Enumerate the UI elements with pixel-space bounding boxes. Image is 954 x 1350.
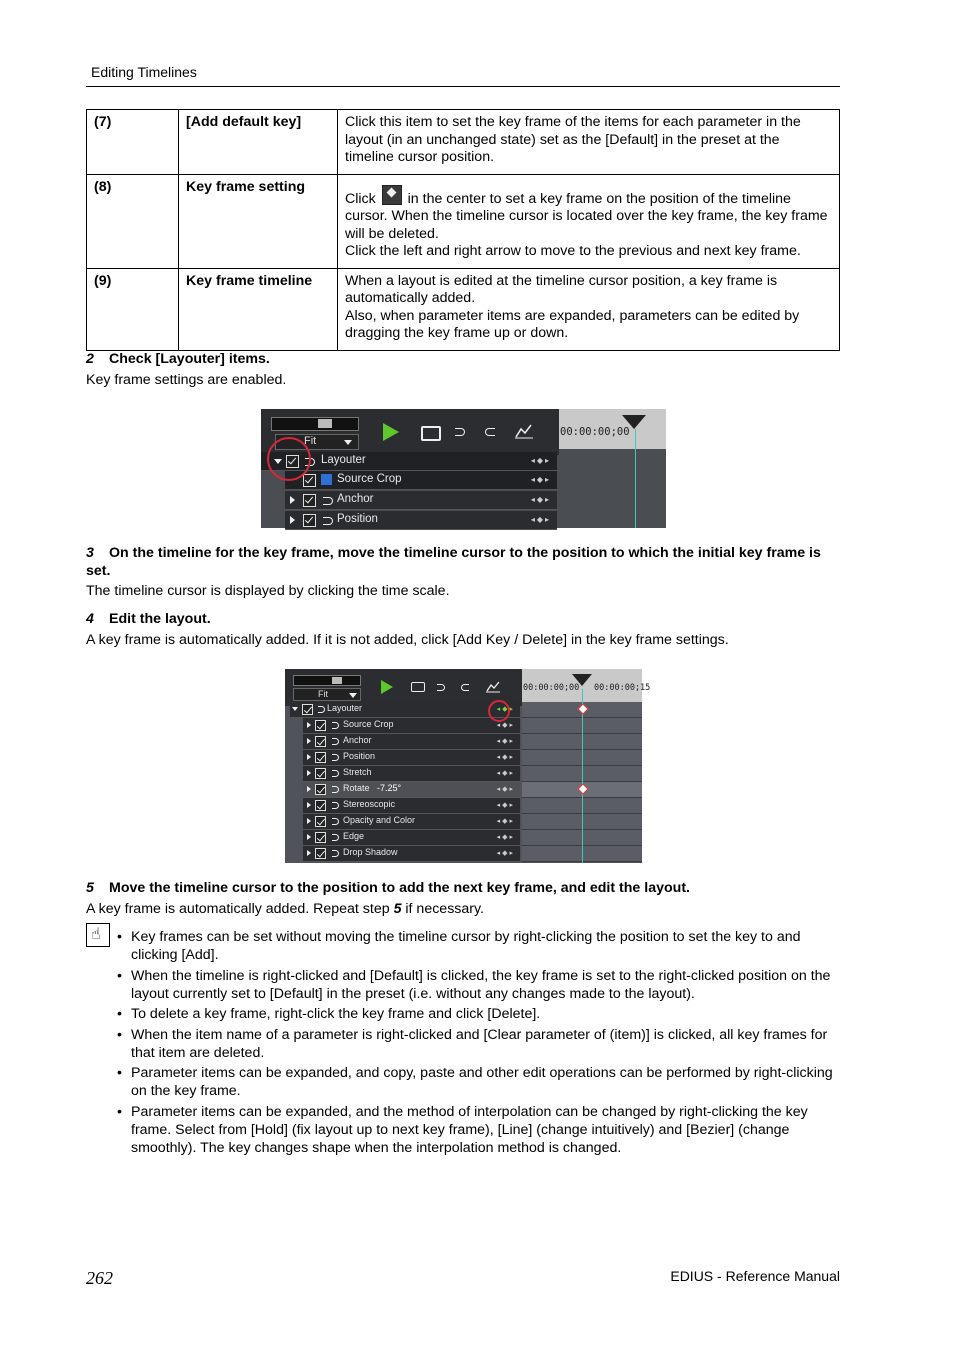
zoom-slider[interactable] [293, 675, 361, 686]
timeline-cursor-head[interactable] [622, 415, 646, 429]
param-label: Edge [343, 831, 365, 841]
keyframe-panel-screenshot [261, 409, 666, 528]
graph-icon[interactable] [515, 423, 533, 439]
step-text-part: if necessary. [401, 901, 484, 917]
desc-text: Also, when parameter items are expanded, parameters can be edited by dragging the key frame up or down. [345, 307, 800, 341]
row-description [338, 174, 840, 268]
zoom-value: Fit [318, 689, 328, 699]
param-label: Source Crop [337, 473, 402, 485]
param-row-drop-shadow[interactable] [303, 846, 520, 862]
desc-text: When a layout is edited at the timeline cursor position, a key frame is automatically added. [345, 272, 778, 306]
step-text: A key frame is automatically added. If it is not added, click [Add Key / Delete] in the key frame settings. [86, 632, 729, 648]
expand-icon[interactable] [307, 834, 311, 840]
timecode-label: 00:00:00;15 [594, 683, 651, 693]
row-number: (8) [87, 174, 179, 268]
param-row-source-crop[interactable] [303, 718, 520, 734]
keyframe-panel-screenshot-expanded [285, 669, 651, 863]
checkbox-icon[interactable] [315, 848, 326, 859]
keyframe-nav[interactable]: ◂◆▸ [496, 754, 515, 761]
zoom-value: Fit [304, 435, 317, 447]
step-heading [86, 351, 270, 367]
note-item: • When the item name of a parameter is right-clicked and [Clear parameter of (item)] is clicked, all key frames for that item are deleted. [110, 1026, 840, 1062]
reset-icon[interactable] [318, 706, 325, 713]
checkbox-icon[interactable] [315, 832, 326, 843]
page-number: 262 [86, 1268, 113, 1288]
keyframe-toolbar [285, 669, 522, 706]
note-item: • Parameter items can be expanded, and the method of interpolation can be changed by right-clicking the key frame. Select from [Hold] (fix layout up to next key frame), [Line] (change intuitively) and [Bezier] (change smoothly). The key changes shape when the interpolation method is changed. [110, 1103, 840, 1157]
expand-icon[interactable] [307, 770, 311, 776]
param-label: Layouter [321, 454, 366, 466]
expand-icon[interactable] [307, 738, 311, 744]
keyframe-nav[interactable]: ◂◆▸ [530, 495, 551, 504]
timecode-label: 00:00:00;00 [560, 426, 630, 438]
table-row [87, 174, 840, 268]
keyframe-nav[interactable]: ◂◆▸ [496, 722, 515, 729]
param-label: Stretch [343, 767, 372, 777]
reset-icon[interactable] [321, 474, 332, 485]
reset-icon[interactable] [332, 738, 339, 745]
param-label: Opacity and Color [343, 815, 416, 825]
keyframe-nav[interactable]: ◂◆▸ [496, 802, 515, 809]
param-row-stretch[interactable] [303, 766, 520, 782]
step-number: 4 [86, 611, 94, 627]
expand-icon[interactable] [290, 496, 295, 504]
step-heading [86, 880, 690, 896]
graph-icon[interactable] [486, 680, 500, 693]
note-item: • To delete a key frame, right-click the key frame and click [Delete]. [110, 1005, 840, 1023]
header-rule [86, 86, 840, 87]
checkbox-icon[interactable] [303, 514, 316, 527]
checkbox-icon[interactable] [315, 752, 326, 763]
param-label: Source Crop [343, 719, 394, 729]
reset-icon[interactable] [332, 722, 339, 729]
step-text: Key frame settings are enabled. [86, 372, 287, 388]
keyframe-nav[interactable]: ◂◆▸ [530, 475, 551, 484]
reset-icon[interactable] [332, 834, 339, 841]
param-row-rotate[interactable] [303, 782, 520, 798]
keyframe-nav[interactable]: ◂◆▸ [496, 834, 515, 841]
checkbox-icon[interactable] [315, 816, 326, 827]
step-heading [86, 544, 840, 580]
preview-icon[interactable] [421, 426, 441, 441]
zoom-dropdown[interactable] [293, 688, 361, 701]
param-label: Position [337, 513, 378, 525]
zoom-slider-handle[interactable] [332, 677, 342, 684]
row-item-name: [Add default key] [179, 110, 338, 175]
zoom-slider[interactable] [271, 417, 359, 431]
chevron-down-icon [349, 693, 357, 698]
notes-list [110, 928, 840, 1159]
preview-icon[interactable] [411, 682, 425, 692]
param-label: Anchor [343, 735, 372, 745]
param-row-layouter[interactable] [290, 702, 520, 718]
manual-title: EDIUS - Reference Manual [670, 1268, 840, 1284]
param-label: Stereoscopic [343, 799, 396, 809]
param-row-edge[interactable] [303, 830, 520, 846]
desc-click-text: Click [345, 190, 376, 207]
expand-icon[interactable] [307, 802, 311, 808]
row-number: (9) [87, 268, 179, 350]
step-number: 3 [86, 545, 94, 561]
collapse-icon[interactable] [292, 707, 298, 711]
play-icon[interactable] [381, 680, 393, 694]
step-title: On the timeline for the key frame, move the timeline cursor to the position to which the initial key frame is set. [86, 545, 821, 579]
table-row [87, 110, 840, 175]
parameter-table [86, 109, 840, 351]
step-title: Edit the layout. [109, 611, 211, 627]
param-row-opacity-and-color[interactable] [303, 814, 520, 830]
expand-icon[interactable] [307, 786, 311, 792]
param-row-position[interactable] [285, 511, 557, 530]
time-scale[interactable] [559, 409, 666, 449]
reset-icon[interactable] [332, 802, 339, 809]
row-item-name: Key frame timeline [179, 268, 338, 350]
note-item: • Key frames can be set without moving the timeline cursor by right-clicking the position to set the key to and clicking [Add]. [110, 928, 840, 964]
keyframe-nav[interactable]: ◂◆▸ [496, 738, 515, 745]
reset-icon[interactable] [332, 770, 339, 777]
param-row-anchor[interactable] [285, 491, 557, 510]
param-label: Layouter [327, 703, 363, 713]
timeline-cursor-line [635, 429, 636, 528]
redo-icon[interactable] [461, 684, 469, 691]
reset-icon[interactable] [332, 786, 339, 793]
param-row-stereoscopic[interactable] [303, 798, 520, 814]
param-row-anchor[interactable] [303, 734, 520, 750]
expand-icon[interactable] [290, 516, 295, 524]
note-item: • Parameter items can be expanded, and copy, paste and other edit operations can be performed by right-clicking on the key frame. [110, 1064, 840, 1100]
keyframe-nav[interactable]: ◂◆▸ [496, 770, 515, 777]
highlight-circle [267, 437, 311, 481]
row-number: (7) [87, 110, 179, 175]
step-text-part: A key frame is automatically added. Repeat step [86, 901, 394, 917]
step-text [86, 901, 484, 917]
checkbox-icon[interactable] [315, 784, 326, 795]
keyframe-nav[interactable]: ◂◆▸ [530, 515, 551, 524]
note-item: • When the timeline is right-clicked and [Default] is clicked, the key frame is set to the right-clicked position on the layout currently set to [Default] in the preset (i.e. without any changes made to the layout). [110, 967, 840, 1003]
zoom-slider-handle[interactable] [318, 419, 332, 428]
desc-text: in the center to set a key frame on the position of the timeline cursor. When the timeline cursor is located over the key frame, the key frame will be deleted. [345, 190, 828, 242]
row-item-name: Key frame setting [179, 174, 338, 268]
param-label: Anchor [337, 493, 374, 505]
param-row-source-crop[interactable] [285, 471, 557, 490]
param-label: Drop Shadow [343, 847, 398, 857]
keyframe-diamond-icon [382, 185, 402, 205]
param-label: Rotate [343, 783, 370, 793]
play-icon[interactable] [383, 423, 399, 441]
desc-text: Click the left and right arrow to move to the previous and next key frame. [345, 243, 801, 259]
keyframe-nav[interactable]: ◂◆▸ [496, 706, 515, 713]
reset-icon[interactable] [323, 517, 333, 525]
checkbox-icon[interactable] [315, 736, 326, 747]
checkbox-icon[interactable] [303, 494, 316, 507]
add-default-key-icon[interactable] [455, 428, 465, 436]
table-row [87, 268, 840, 350]
checkbox-icon[interactable] [315, 800, 326, 811]
step-text: The timeline cursor is displayed by clicking the time scale. [86, 583, 450, 599]
keyframe-nav[interactable]: ◂◆▸ [496, 786, 515, 793]
note-hand-icon [86, 923, 110, 947]
reset-icon[interactable] [332, 754, 339, 761]
reset-icon[interactable] [332, 850, 339, 857]
step-heading [86, 611, 211, 627]
step-number: 5 [86, 880, 94, 896]
running-header: Editing Timelines [91, 64, 197, 80]
expand-icon[interactable] [307, 722, 311, 728]
keyframe-nav[interactable]: ◂◆▸ [496, 818, 515, 825]
step-title: Move the timeline cursor to the position to add the next key frame, and edit the layout. [109, 880, 690, 896]
checkbox-icon[interactable] [315, 768, 326, 779]
keyframe-nav[interactable]: ◂◆▸ [530, 456, 551, 465]
param-row-position[interactable] [303, 750, 520, 766]
highlight-circle [488, 700, 510, 722]
timeline-cursor-head[interactable] [572, 674, 592, 686]
rotate-value[interactable]: -7.25° [377, 783, 402, 793]
step-number: 2 [86, 351, 94, 367]
redo-icon[interactable] [485, 428, 495, 436]
expand-icon[interactable] [307, 850, 311, 856]
expand-icon[interactable] [307, 754, 311, 760]
add-default-key-icon[interactable] [437, 684, 445, 691]
timecode-label: 00:00:00;00 [523, 683, 580, 693]
step-ref: 5 [393, 901, 402, 917]
keyframe-nav[interactable]: ◂◆▸ [496, 850, 515, 857]
row-description [338, 268, 840, 350]
param-label: Position [343, 751, 376, 761]
reset-icon[interactable] [323, 497, 333, 505]
reset-icon[interactable] [332, 818, 339, 825]
checkbox-icon[interactable] [303, 474, 316, 487]
checkbox-icon[interactable] [315, 720, 326, 731]
row-description: Click this item to set the key frame of the items for each parameter in the layout (in an unchanged state) set as the [Default] in the preset at the timeline cursor position. [338, 110, 840, 175]
checkbox-icon[interactable] [302, 704, 313, 715]
step-title: Check [Layouter] items. [109, 351, 270, 367]
chevron-down-icon [344, 440, 352, 445]
expand-icon[interactable] [307, 818, 311, 824]
